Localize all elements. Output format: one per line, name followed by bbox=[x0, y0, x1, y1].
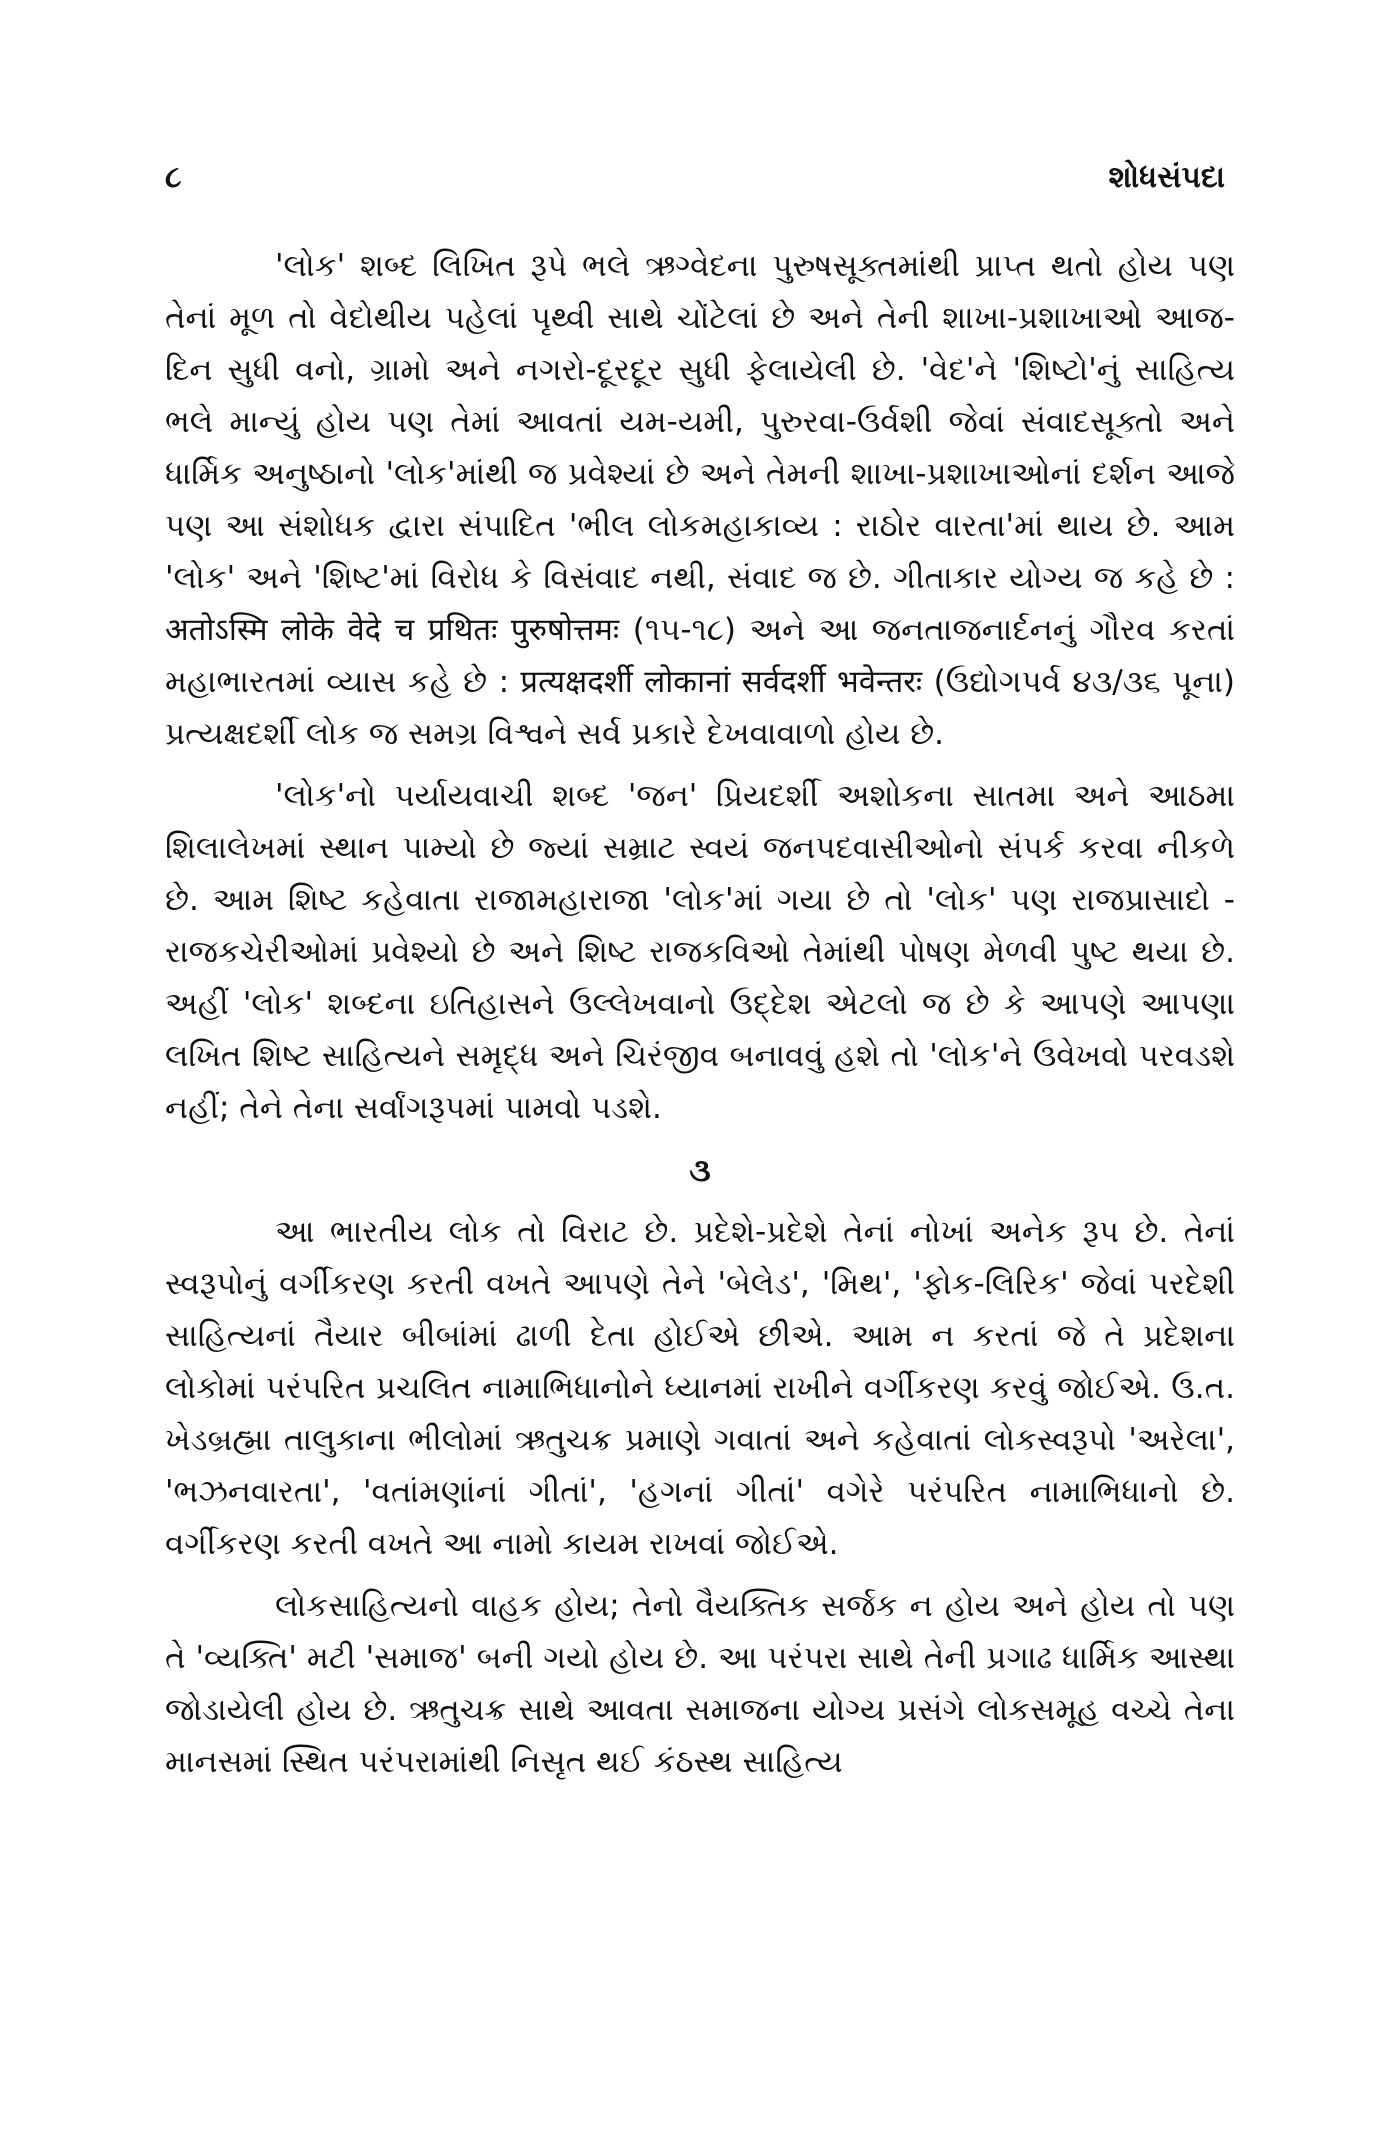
paragraph: આ ભારતીય લોક તો વિરાટ છે. પ્રદેશે-પ્રદેશે તેનાં નોખાં અનેક રૂપ છે. તેનાં સ્વરૂપોનું વર્ગીકરણ કરતી વખતે આપણે તેને 'બેલેડ', 'મિથ', 'ફોક-લિરિક' જેવાં પરદેશી સાહિત્યનાં તૈયાર બીબાંમાં ઢાળી દેતા હોઈએ છીએ. આમ ન કરતાં જે તે પ્રદેશના લોકોમાં પરંપરિત પ્રચલિત નામાભિધાનોને ધ્યાનમાં રાખીને વર્ગીકરણ કરવું જોઈએ. ઉ.ત. ખેડબ્રહ્મા તાલુકાના ભીલોમાં ઋતુચક્ર પ્રમાણે ગવાતાં અને કહેવાતાં લોકસ્વરૂપો 'અરેલા', 'ભઝનવારતા', 'વતાંમણાંનાં ગીતાં', 'હગનાં ગીતાં' વગેરે પરંપરિત નામાભિધાનો છે. વર્ગીકરણ કરતી વખતે આ નામો કાયમ રાખવાં જોઈએ. bbox=[165, 1214, 1235, 1562]
section-number: ૩ bbox=[689, 1151, 711, 1189]
page-number: ૮ bbox=[165, 160, 182, 195]
running-head: શોધસંપદા bbox=[1108, 160, 1225, 195]
page-header bbox=[165, 160, 1225, 210]
body-text bbox=[165, 240, 1235, 1798]
paragraph: લોકસાહિત્યનો વાહક હોય; તેનો વૈયક્તિક સર્જક ન હોય અને હોય તો પણ તે 'વ્યક્તિ' મટી 'સમાજ' બની ગયો હોય છે. આ પરંપરા સાથે તેની પ્રગાઢ ધાર્મિક આસ્થા જોડાયેલી હોય છે. ઋતુચક્ર સાથે આવતા સમાજના યોગ્ય પ્રસંગે લોકસમૂહ વચ્ચે તેના માનસમાં સ્થિત પરંપરામાંથી નિસૃત થઈ કંઠસ્થ સાહિત્ય bbox=[165, 1588, 1235, 1780]
paragraph: 'લોક'નો પર્યાયવાચી શબ્દ 'જન' પ્રિયદર્શી અશોકના સાતમા અને આઠમા શિલાલેખમાં સ્થાન પામ્યો છે જ્યાં સમ્રાટ સ્વયં જનપદવાસીઓનો સંપર્ક કરવા નીકળે છે. આમ શિષ્ટ કહેવાતા રાજામહારાજા 'લોક'માં ગયા છે તો 'લોક' પણ રાજપ્રાસાદો - રાજકચેરીઓમાં પ્રવેશ્યો છે અને શિષ્ટ રાજકવિઓ તેમાંથી પોષણ મેળવી પુષ્ટ થયા છે. અહીં 'લોક' શબ્દના ઇતિહાસને ઉલ્લેખવાનો ઉદ્દેશ એટલો જ છે કે આપણે આપણા લખિત શિષ્ટ સાહિત્યને સમૃદ્ધ અને ચિરંજીવ બનાવવું હશે તો 'લોક'ને ઉવેખવો પરવડશે નહીં; તેને તેના સર્વાંગરૂપમાં પામવો પડશે. bbox=[165, 778, 1235, 1126]
paragraph: 'લોક' શબ્દ લિખિત રૂપે ભલે ઋગ્વેદના પુરુષસૂક્તમાંથી પ્રાપ્ત થતો હોય પણ તેનાં મૂળ તો વેદોથીય પહેલાં પૃથ્વી સાથે ચોંટેલાં છે અને તેની શાખા-પ્રશાખાઓ આજ-દિન સુધી વનો, ગ્રામો અને નગરો-દૂરદૂર સુધી ફેલાયેલી છે. 'વેદ'ને 'શિષ્ટો'નું સાહિત્ય ભલે માન્યું હોય પણ તેમાં આવતાં યમ-યમી, પુરુરવા-ઉર્વશી જેવાં સંવાદસૂક્તો અને ધાર્મિક અનુષ્ઠાનો 'લોક'માંથી જ પ્રવેશ્યાં છે અને તેમની શાખા-પ્રશાખાઓનાં દર્શન આજે પણ આ સંશોધક દ્વારા સંપાદિત 'ભીલ લોકમહાકાવ્ય : રાઠોર વારતા'માં થાય છે. આમ 'લોક' અને 'શિષ્ટ'માં વિરોધ કે વિસંવાદ નથી, સંવાદ જ છે. ગીતાકાર યોગ્ય જ કહે છે : अतोऽस्मि लोके वेदे च प्रथितः पुरुषोत्तमः (૧૫-૧૮) અને આ જનતાજનાર્દનનું ગૌરવ કરતાં મહાભારતમાં વ્યાસ કહે છે : प्रत्यक्षदर्शी लोकानां सर्वदर्शी भवेन्तरः (ઉદ્યોગપર્વ ૪૩/૩૬ પૂના) પ્રત્યક્ષદર્શી લોક જ સમગ્ર વિશ્વને સર્વ પ્રકારે દેખવાવાળો હોય છે. bbox=[165, 248, 1235, 752]
